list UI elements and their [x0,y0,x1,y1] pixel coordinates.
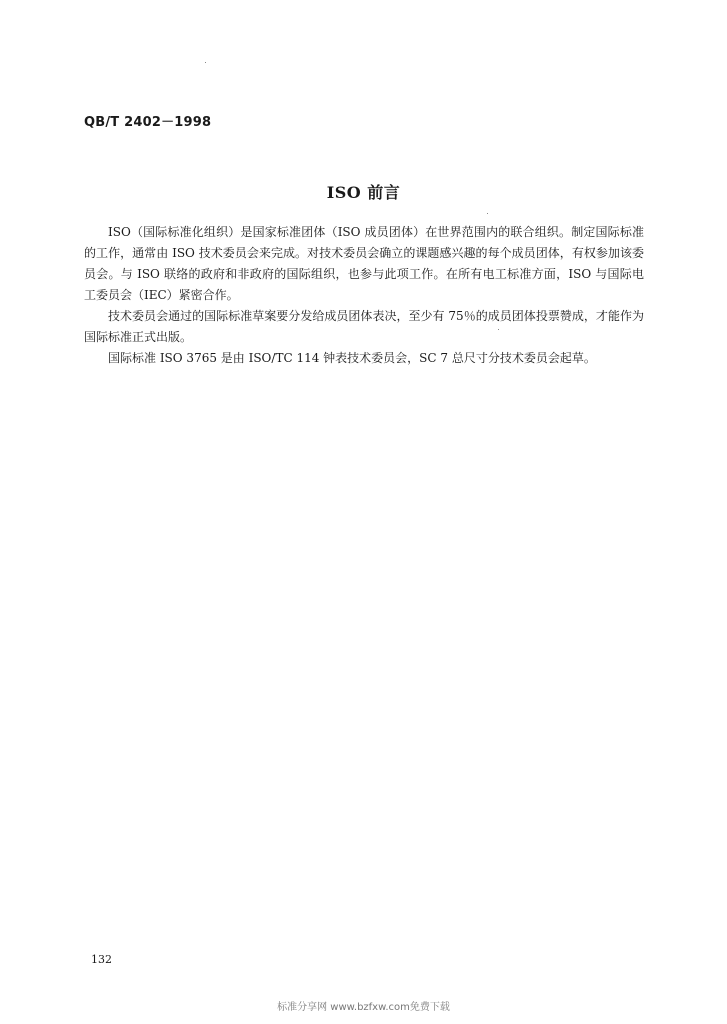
paragraph: ISO（国际标准化组织）是国家标准团体（ISO 成员团体）在世界范围内的联合组织。制定国际标准的工作，通常由 ISO 技术委员会来完成。对技术委员会确立的课题感兴趣的每个成员团体，有权参加该委员会。与 ISO 联络的政府和非政府的国际组织，也参与此项工作。在所有电工标准方面，ISO 与国际电工委员会（IEC）紧密合作。 [84,225,644,302]
paragraph: 国际标准 ISO 3765 是由 ISO/TC 114 钟表技术委员会，SC 7 总尺寸分技术委员会起草。 [108,351,596,365]
scan-speck [205,62,206,63]
standard-code: QB/T 2402－1998 [84,115,212,130]
body-text [84,222,644,369]
paragraph: 技术委员会通过的国际标准草案要分发给成员团体表决，至少有 75％的成员团体投票赞成，才能作为国际标准正式出版。 [84,309,644,344]
footer-watermark: 标准分享网 www.bzfxw.com免费下载 [277,1002,450,1013]
page-title: ISO 前言 [326,183,401,202]
page-number: 132 [91,953,112,966]
scan-speck [487,213,488,214]
